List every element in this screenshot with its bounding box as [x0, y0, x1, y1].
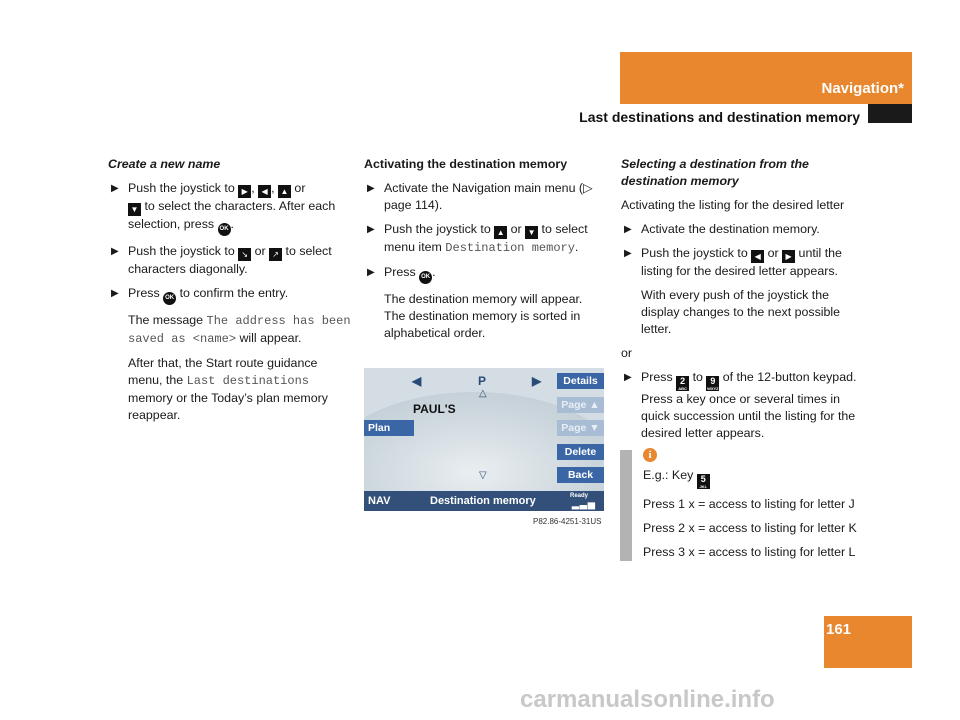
key-9-icon: 9 WXYZ — [707, 376, 719, 391]
joystick-up-icon: ▲ — [494, 226, 507, 239]
note-line: Press 3 x = access to listing for letter L — [643, 545, 856, 559]
joystick-right-icon: ▶ — [238, 185, 251, 198]
step-push-joystick: ▶ Push the joystick to ◀ or ▶ until the listing for the desired letter appears. — [624, 246, 842, 278]
bullet-icon: ▶ — [624, 224, 632, 235]
ok-button-icon: OK — [163, 292, 176, 305]
message-paragraph: The message The address has been saved as <name> will appear. — [128, 313, 351, 346]
page-down-button[interactable]: Page ▼ — [557, 420, 604, 436]
bullet-icon: ▶ — [624, 248, 632, 259]
note-line: Press 2 x = access to listing for letter K — [643, 521, 857, 535]
status-bar — [364, 491, 604, 511]
intro-line: Activating the listing for the desired letter — [621, 198, 845, 212]
back-button[interactable]: Back — [557, 467, 604, 483]
note-bar — [620, 450, 632, 561]
joystick-up-icon: ▲ — [278, 185, 291, 198]
note-content — [643, 467, 873, 568]
step-confirm: ▶ Press OK to confirm the entry. — [108, 285, 353, 305]
ok-button-icon: OK — [218, 223, 231, 236]
status-title: Destination memory — [430, 495, 536, 507]
column-3 — [621, 156, 866, 449]
delete-button[interactable]: Delete — [557, 444, 604, 460]
triangle-up-icon: △ — [479, 388, 487, 399]
header-tab — [868, 104, 912, 123]
bullet-icon: ▶ — [367, 224, 375, 235]
column-2 — [364, 156, 606, 349]
plan-button[interactable]: Plan — [364, 420, 414, 436]
key-2-icon: 2 ABC — [676, 376, 689, 391]
screen-p-label: P — [478, 374, 487, 388]
ok-button-icon: OK — [419, 271, 432, 284]
bullet-icon: ▶ — [111, 288, 119, 299]
status-nav: NAV — [368, 495, 391, 507]
page-up-button[interactable]: Page ▲ — [557, 397, 604, 413]
bullet-icon: ▶ — [111, 183, 119, 194]
triangle-down-icon: ▽ — [479, 470, 487, 481]
column-1 — [108, 156, 353, 431]
memory-paragraph: The destination memory will appear. The destination memory is sorted in alphabetical order. — [384, 292, 583, 340]
bullet-icon: ▶ — [367, 267, 375, 278]
step-select-menu: ▶ Push the joystick to ▲ or ▼ to select menu item Destination memory. — [367, 222, 588, 255]
step-press-ok: ▶ Press OK . — [364, 264, 606, 284]
status-ready: Ready — [570, 493, 589, 499]
subsection-title: Last destinations and destination memory — [579, 109, 860, 125]
signal-bars-icon: ▂▃▅ — [572, 499, 596, 509]
bullet-icon: ▶ — [111, 246, 119, 257]
joystick-left-icon: ◀ — [258, 185, 271, 198]
after-paragraph: After that, the Start route guidance menu, the Last destinations memory or the Today’s plan memory reappear. — [128, 356, 328, 422]
heading-selecting: Selecting a destination from the destination memory — [621, 157, 809, 188]
destination-entry: PAUL'S — [413, 402, 456, 416]
bullet-icon: ▶ — [624, 372, 632, 383]
joystick-paragraph: With every push of the joystick the display changes to the next possible letter. — [641, 288, 841, 336]
joystick-right-icon: ▶ — [782, 250, 795, 263]
step-activate-memory: ▶ Activate the destination memory. — [624, 222, 820, 236]
heading-activating: Activating the destination memory — [364, 157, 568, 171]
section-title: Navigation* — [821, 80, 904, 97]
joystick-diagonal-up-icon: ↗ — [269, 248, 282, 261]
step-activate-nav: ▶ Activate the Navigation main menu (▷ page 114). — [367, 181, 593, 212]
page-number: 161 — [826, 621, 852, 638]
navigation-screen — [364, 368, 604, 511]
watermark: carmanualsonline.info — [520, 686, 775, 713]
key-5-icon: 5 JKL — [697, 474, 710, 489]
joystick-left-icon: ◀ — [751, 250, 764, 263]
or-text: or — [621, 346, 633, 360]
figure-caption: P82.86-4251-31US — [533, 517, 602, 526]
step-diagonal: ▶ Push the joystick to ↘ or ↗ to select characters diagonally. — [111, 244, 332, 276]
note-example: E.g.: Key 5 JKL — [643, 467, 873, 489]
bullet-icon: ▶ — [367, 183, 375, 194]
step-press-key: ▶ Press 2 ABC to 9 WXYZ of the 12-button keypad. Press a key once or several times in quick succession until the listing for the desired letter appears. — [624, 370, 857, 440]
joystick-down-icon: ▼ — [128, 203, 141, 216]
arrow-right-icon: ▶ — [532, 374, 542, 388]
joystick-diagonal-down-icon: ↘ — [238, 248, 251, 261]
arrow-left-icon: ◀ — [412, 374, 422, 388]
note-line: Press 1 x = access to listing for letter J — [643, 497, 855, 511]
joystick-down-icon: ▼ — [525, 226, 538, 239]
step-select-characters: ▶ Push the joystick to ▶ , ◀ , ▲ or ▼ to select the characters. After each selection, press OK . — [108, 180, 353, 236]
info-icon: i — [643, 448, 657, 462]
details-button[interactable]: Details — [557, 373, 604, 389]
heading-create-name: Create a new name — [108, 157, 221, 171]
